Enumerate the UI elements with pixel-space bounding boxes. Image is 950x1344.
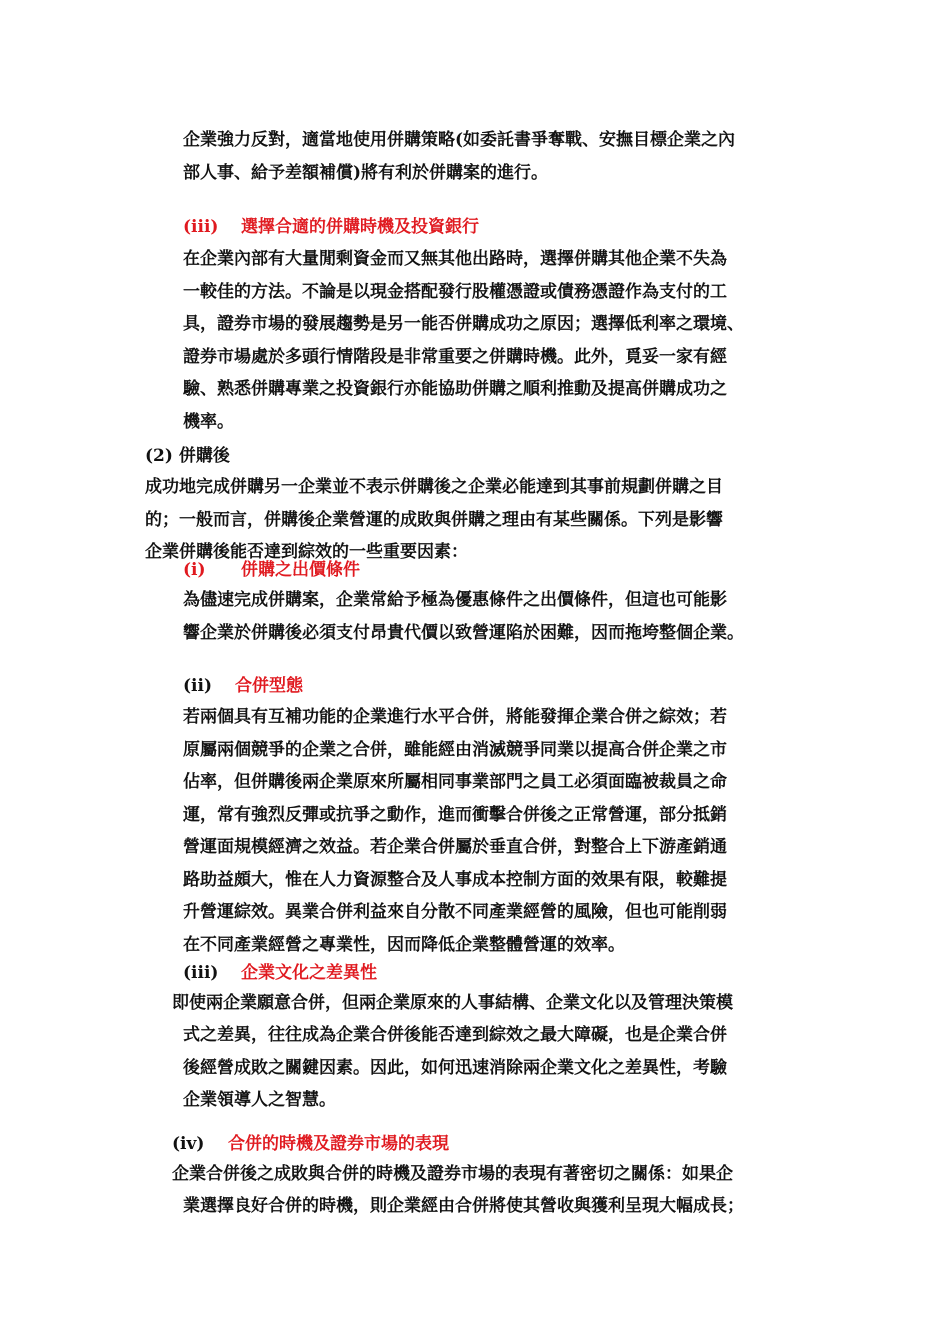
text-line: 企業併購後能否達到綜效的一些重要因素：	[145, 542, 468, 562]
item-title: 選擇合適的併購時機及投資銀行	[241, 217, 479, 237]
pre-iii-heading	[183, 211, 479, 244]
text-line: 為儘速完成併購案，企業常給予極為優惠條件之出價條件，但這也可能影	[183, 590, 727, 610]
text-line: 證券市場處於多頭行情階段是非常重要之併購時機。此外，覓妥一家有經	[183, 346, 727, 367]
text-line: 原屬兩個競爭的企業之合併，雖能經由消滅競爭同業以提高合併企業之市	[183, 739, 727, 760]
post-i-paragraph	[183, 584, 744, 649]
item-number: (i)	[183, 560, 206, 580]
item-number: (iii)	[183, 963, 219, 983]
text-line: 的；一般而言，併購後企業營運的成敗與併購之理由有某些關係。下列是影響	[145, 509, 723, 530]
text-line: 後經營成敗之關鍵因素。因此，如何迅速消除兩企業文化之差異性，考驗	[183, 1057, 727, 1078]
text-line: 響企業於併購後必須支付昂貴代價以致營運陷於困難，因而拖垮整個企業。	[183, 622, 744, 643]
post-iv-first-line: 企業合併後之成敗與合併的時機及證券市場的表現有著密切之關係：如果企	[172, 1164, 733, 1184]
text-line: 一較佳的方法。不論是以現金搭配發行股權憑證或債務憑證作為支付的工	[183, 281, 727, 302]
text-line: 成功地完成併購另一企業並不表示併購後之企業必能達到其事前規劃併購之目	[145, 477, 723, 497]
text-line: 部人事、給予差額補償)將有利於併購案的進行。	[183, 162, 549, 183]
text-line: 在不同產業經營之專業性，因而降低企業整體營運的效率。	[183, 934, 625, 955]
post-ii-paragraph	[183, 701, 727, 961]
section-heading: (2) 併購後	[145, 446, 230, 466]
text-line: 企業領導人之智慧。	[183, 1090, 336, 1110]
text-line: 驗、熟悉併購專業之投資銀行亦能協助併購之順利推動及提高併購成功之	[183, 379, 727, 399]
intro-paragraph	[183, 124, 735, 189]
text-line: 運，常有強烈反彈或抗爭之動作，進而衝擊合併後之正常營運，部分抵銷	[183, 804, 727, 825]
text-line: 升營運綜效。異業合併利益來自分散不同產業經營的風險，但也可能削弱	[183, 902, 727, 922]
item-title: 併購之出價條件	[241, 560, 360, 580]
item-title: 合併的時機及證券市場的表現	[228, 1134, 449, 1154]
text-line: 營運面規模經濟之效益。若企業合併屬於垂直合併，對整合上下游產銷通	[183, 837, 727, 857]
post-iii-first-line: 即使兩企業願意合併，但兩企業原來的人事結構、企業文化以及管理決策模	[172, 993, 733, 1013]
text-line: 式之差異，往往成為企業合併後能否達到綜效之最大障礙，也是企業合併	[183, 1025, 727, 1045]
text-line: 企業強力反對，適當地使用併購策略(如委託書爭奪戰、安撫目標企業之內	[183, 130, 736, 150]
item-title: 合併型態	[235, 676, 303, 696]
pre-iii-paragraph	[183, 243, 744, 438]
text-line: 佔率，但併購後兩企業原來所屬相同事業部門之員工必須面臨被裁員之命	[183, 772, 727, 792]
post-iii-heading	[183, 957, 377, 990]
text-line: 若兩個具有互補功能的企業進行水平合併，將能發揮企業合併之綜效；若	[183, 707, 727, 727]
post-iv-paragraph	[183, 1190, 744, 1223]
item-number: (ii)	[183, 676, 213, 696]
item-number: (iii)	[183, 217, 219, 237]
text-line: 路助益頗大，惟在人力資源整合及人事成本控制方面的效果有限，較難提	[183, 869, 727, 890]
post-iv-heading	[172, 1128, 449, 1161]
text-line: 機率。	[183, 411, 234, 432]
post-i-heading	[183, 554, 360, 587]
post-ii-heading	[183, 670, 303, 703]
text-line: 業選擇良好合併的時機，則企業經由合併將使其營收與獲利呈現大幅成長；	[183, 1196, 744, 1216]
post-iii-paragraph	[183, 1019, 727, 1117]
item-title: 企業文化之差異性	[241, 963, 377, 983]
text-line: 具，證券市場的發展趨勢是另一能否併購成功之原因；選擇低利率之環境、	[183, 314, 744, 334]
text-line: 在企業內部有大量閒剩資金而又無其他出路時，選擇併購其他企業不失為	[183, 249, 727, 269]
item-number: (iv)	[172, 1134, 205, 1154]
